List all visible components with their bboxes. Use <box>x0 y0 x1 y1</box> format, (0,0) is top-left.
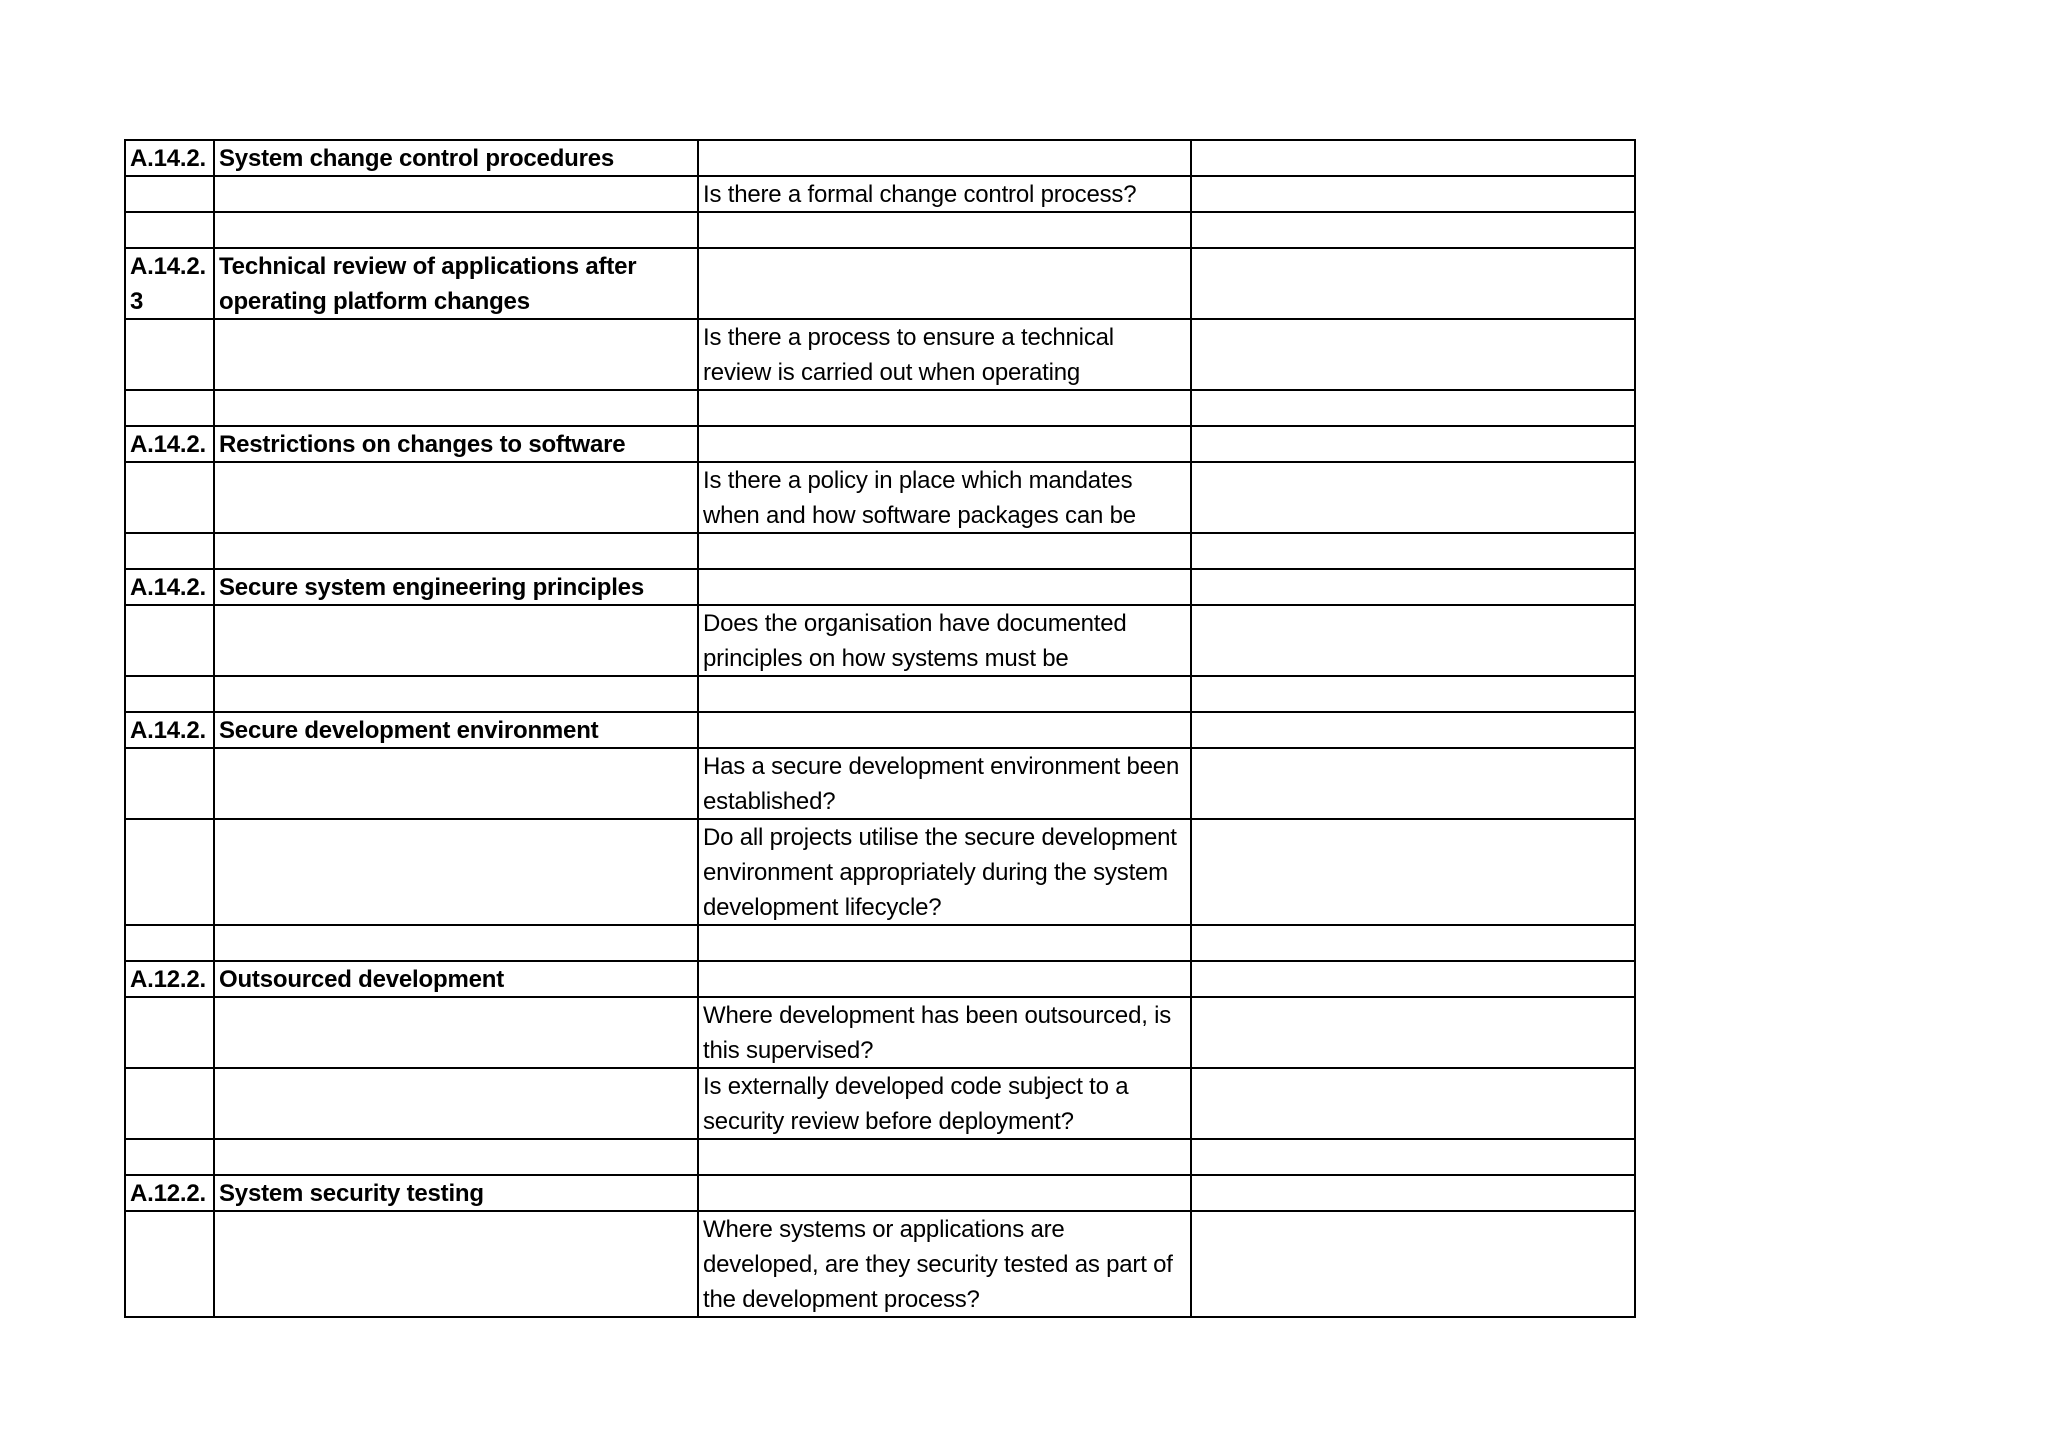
audit-question-cell <box>698 462 1191 533</box>
audit-question-cell <box>698 426 1191 462</box>
control-ref-cell <box>125 605 214 676</box>
audit-question-cell-text <box>703 391 1186 425</box>
audit-question-cell <box>698 961 1191 997</box>
control-ref-cell-text <box>130 391 209 425</box>
table-row <box>125 462 1635 533</box>
notes-cell-text <box>1196 320 1630 389</box>
notes-cell-text <box>1196 463 1630 532</box>
control-ref-cell-text <box>130 1140 209 1174</box>
table-row <box>125 1139 1635 1175</box>
control-ref-cell <box>125 997 214 1068</box>
notes-cell <box>1191 176 1635 212</box>
control-ref-cell-text: A.12.2. <box>130 1180 206 1207</box>
table-row <box>125 748 1635 819</box>
notes-cell <box>1191 248 1635 319</box>
audit-question-cell-text: Is there a formal change control process? <box>703 181 1137 208</box>
control-title-cell <box>214 569 698 605</box>
table-row <box>125 176 1635 212</box>
audit-question-cell-text: Where development has been outsourced, is this supervised? <box>703 1002 1172 1064</box>
control-ref-cell <box>125 748 214 819</box>
audit-question-cell <box>698 676 1191 712</box>
control-ref-cell <box>125 676 214 712</box>
control-title-cell <box>214 925 698 961</box>
audit-question-cell-text <box>703 1140 1186 1174</box>
control-ref-cell-text: A.14.2. 3 <box>130 253 206 315</box>
table-body <box>125 140 1635 1317</box>
notes-cell <box>1191 1068 1635 1139</box>
notes-cell-text <box>1196 1140 1630 1174</box>
audit-question-cell-text <box>703 213 1186 247</box>
table-row <box>125 569 1635 605</box>
control-ref-cell <box>125 712 214 748</box>
control-ref-cell-text: A.12.2. <box>130 966 206 993</box>
control-ref-cell-text <box>130 1212 209 1316</box>
control-ref-cell-text: A.14.2. <box>130 431 206 458</box>
control-title-cell-text: Outsourced development <box>219 966 504 993</box>
notes-cell <box>1191 426 1635 462</box>
control-title-cell-text: Secure development environment <box>219 717 599 744</box>
control-ref-cell <box>125 212 214 248</box>
control-ref-cell-text <box>130 177 209 211</box>
control-ref-cell <box>125 426 214 462</box>
control-title-cell <box>214 1175 698 1211</box>
notes-cell-text <box>1196 427 1630 461</box>
audit-question-cell <box>698 176 1191 212</box>
notes-cell <box>1191 533 1635 569</box>
control-ref-cell-text <box>130 677 209 711</box>
control-title-cell-text <box>219 320 693 389</box>
control-title-cell-text <box>219 926 693 960</box>
notes-cell-text <box>1196 1176 1630 1210</box>
audit-question-cell-text <box>703 249 1186 318</box>
control-ref-cell <box>125 533 214 569</box>
audit-question-cell <box>698 1068 1191 1139</box>
notes-cell <box>1191 212 1635 248</box>
control-ref-cell <box>125 319 214 390</box>
notes-cell-text <box>1196 962 1630 996</box>
audit-question-cell <box>698 533 1191 569</box>
control-ref-cell-text <box>130 534 209 568</box>
notes-cell <box>1191 819 1635 925</box>
control-ref-cell <box>125 176 214 212</box>
notes-cell <box>1191 390 1635 426</box>
table-row <box>125 140 1635 176</box>
control-ref-cell <box>125 1139 214 1175</box>
audit-question-cell-text <box>703 677 1186 711</box>
control-ref-cell-text <box>130 926 209 960</box>
control-ref-cell <box>125 390 214 426</box>
notes-cell <box>1191 712 1635 748</box>
notes-cell <box>1191 748 1635 819</box>
control-title-cell <box>214 1068 698 1139</box>
audit-question-cell-text: Is there a process to ensure a technical review is carried out when operating <box>703 324 1114 386</box>
table-row <box>125 533 1635 569</box>
control-title-cell <box>214 1211 698 1317</box>
audit-question-cell-text <box>703 1176 1186 1210</box>
control-title-cell-text <box>219 391 693 425</box>
control-title-cell <box>214 248 698 319</box>
control-ref-cell-text: A.14.2. <box>130 717 206 744</box>
notes-cell <box>1191 1139 1635 1175</box>
audit-question-cell <box>698 319 1191 390</box>
control-title-cell-text: Technical review of applications after operating platform changes <box>219 253 637 315</box>
control-title-cell-text <box>219 606 693 675</box>
notes-cell-text <box>1196 713 1630 747</box>
notes-cell-text <box>1196 926 1630 960</box>
table-row <box>125 712 1635 748</box>
notes-cell <box>1191 569 1635 605</box>
table-row <box>125 1068 1635 1139</box>
control-ref-cell-text <box>130 820 209 924</box>
audit-question-cell <box>698 748 1191 819</box>
notes-cell-text <box>1196 677 1630 711</box>
notes-cell <box>1191 1175 1635 1211</box>
control-title-cell-text <box>219 998 693 1067</box>
audit-question-cell-text: Is there a policy in place which mandates when and how software packages can be <box>703 467 1136 529</box>
table-row <box>125 426 1635 462</box>
table-row <box>125 248 1635 319</box>
control-ref-cell <box>125 819 214 925</box>
audit-question-cell-text: Where systems or applications are developed, are they security tested as part of the development process? <box>703 1216 1173 1313</box>
notes-cell-text <box>1196 177 1630 211</box>
control-ref-cell-text <box>130 749 209 818</box>
notes-cell-text <box>1196 1212 1630 1316</box>
audit-question-cell-text <box>703 713 1186 747</box>
audit-question-cell <box>698 819 1191 925</box>
control-ref-cell <box>125 1175 214 1211</box>
audit-question-cell-text <box>703 570 1186 604</box>
control-title-cell <box>214 426 698 462</box>
control-ref-cell-text: A.14.2. <box>130 145 206 172</box>
control-ref-cell <box>125 1068 214 1139</box>
audit-question-cell <box>698 390 1191 426</box>
control-title-cell-text: System change control procedures <box>219 145 615 172</box>
control-ref-cell <box>125 248 214 319</box>
control-title-cell <box>214 462 698 533</box>
control-title-cell-text <box>219 1140 693 1174</box>
control-title-cell-text: Secure system engineering principles <box>219 574 644 601</box>
control-title-cell <box>214 819 698 925</box>
audit-question-cell-text: Do all projects utilise the secure development environment appropriately during the system development lifecycle? <box>703 824 1177 921</box>
control-title-cell <box>214 533 698 569</box>
control-ref-cell-text <box>130 606 209 675</box>
notes-cell-text <box>1196 749 1630 818</box>
control-ref-cell-text <box>130 1069 209 1138</box>
table-row <box>125 961 1635 997</box>
notes-cell-text <box>1196 606 1630 675</box>
table-row <box>125 390 1635 426</box>
control-title-cell-text <box>219 1212 693 1316</box>
notes-cell-text <box>1196 391 1630 425</box>
control-ref-cell-text <box>130 320 209 389</box>
audit-question-cell-text <box>703 141 1186 175</box>
notes-cell <box>1191 961 1635 997</box>
control-title-cell <box>214 140 698 176</box>
table-row <box>125 1175 1635 1211</box>
notes-cell <box>1191 462 1635 533</box>
notes-cell <box>1191 997 1635 1068</box>
control-title-cell <box>214 176 698 212</box>
control-ref-cell <box>125 961 214 997</box>
control-title-cell-text <box>219 534 693 568</box>
control-ref-cell <box>125 462 214 533</box>
audit-question-cell-text <box>703 427 1186 461</box>
control-title-cell <box>214 676 698 712</box>
notes-cell <box>1191 140 1635 176</box>
control-title-cell-text <box>219 749 693 818</box>
control-title-cell <box>214 961 698 997</box>
table-row <box>125 676 1635 712</box>
table-row <box>125 997 1635 1068</box>
control-title-cell-text <box>219 177 693 211</box>
control-title-cell-text <box>219 213 693 247</box>
audit-question-cell <box>698 1139 1191 1175</box>
notes-cell-text <box>1196 141 1630 175</box>
control-title-cell <box>214 712 698 748</box>
table-row <box>125 1211 1635 1317</box>
notes-cell-text <box>1196 998 1630 1067</box>
control-title-cell <box>214 212 698 248</box>
table-row <box>125 605 1635 676</box>
notes-cell-text <box>1196 534 1630 568</box>
control-ref-cell-text: A.14.2. <box>130 574 206 601</box>
control-title-cell-text <box>219 463 693 532</box>
audit-question-cell <box>698 605 1191 676</box>
table-row <box>125 819 1635 925</box>
control-ref-cell-text <box>130 213 209 247</box>
notes-cell-text <box>1196 820 1630 924</box>
notes-cell-text <box>1196 1069 1630 1138</box>
notes-cell-text <box>1196 570 1630 604</box>
audit-question-cell <box>698 1175 1191 1211</box>
notes-cell <box>1191 319 1635 390</box>
notes-cell <box>1191 605 1635 676</box>
audit-question-cell-text <box>703 926 1186 960</box>
control-title-cell <box>214 748 698 819</box>
control-title-cell-text <box>219 820 693 924</box>
control-title-cell-text: System security testing <box>219 1180 484 1207</box>
audit-question-cell <box>698 569 1191 605</box>
control-title-cell <box>214 390 698 426</box>
table-row <box>125 319 1635 390</box>
control-title-cell-text <box>219 677 693 711</box>
control-ref-cell <box>125 925 214 961</box>
control-checklist-table <box>124 139 1636 1318</box>
control-ref-cell <box>125 140 214 176</box>
audit-question-cell <box>698 140 1191 176</box>
notes-cell <box>1191 676 1635 712</box>
control-title-cell <box>214 1139 698 1175</box>
control-title-cell <box>214 605 698 676</box>
control-ref-cell-text <box>130 998 209 1067</box>
control-ref-cell <box>125 1211 214 1317</box>
control-ref-cell-text <box>130 463 209 532</box>
control-ref-cell <box>125 569 214 605</box>
notes-cell-text <box>1196 249 1630 318</box>
audit-question-cell-text: Has a secure development environment been established? <box>703 753 1180 815</box>
audit-question-cell-text: Is externally developed code subject to a security review before deployment? <box>703 1073 1129 1135</box>
control-title-cell-text: Restrictions on changes to software <box>219 431 626 458</box>
notes-cell <box>1191 1211 1635 1317</box>
audit-question-cell <box>698 1211 1191 1317</box>
audit-question-cell <box>698 212 1191 248</box>
audit-question-cell <box>698 925 1191 961</box>
control-title-cell-text <box>219 1069 693 1138</box>
table-row <box>125 212 1635 248</box>
table-row <box>125 925 1635 961</box>
audit-question-cell <box>698 712 1191 748</box>
control-title-cell <box>214 997 698 1068</box>
notes-cell-text <box>1196 213 1630 247</box>
audit-question-cell <box>698 248 1191 319</box>
audit-question-cell <box>698 997 1191 1068</box>
audit-question-cell-text <box>703 962 1186 996</box>
control-title-cell <box>214 319 698 390</box>
notes-cell <box>1191 925 1635 961</box>
audit-question-cell-text <box>703 534 1186 568</box>
audit-question-cell-text: Does the organisation have documented principles on how systems must be <box>703 610 1127 672</box>
